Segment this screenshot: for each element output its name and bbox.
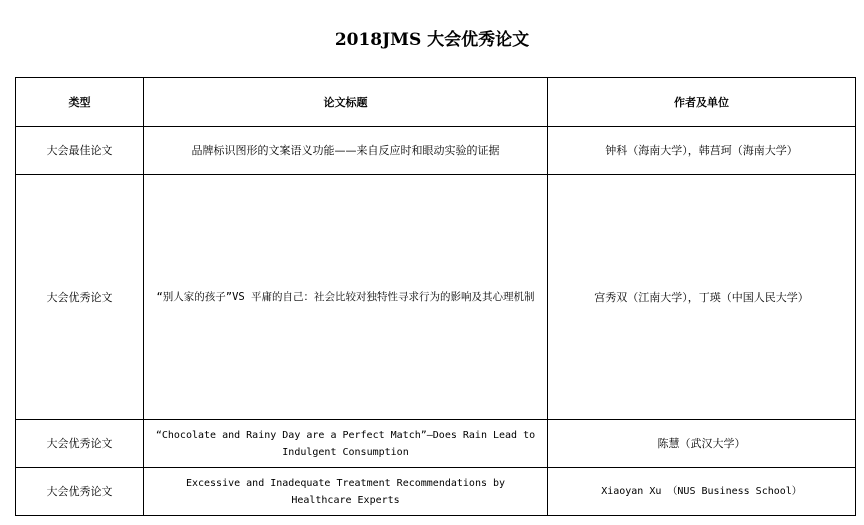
header-type: 类型 xyxy=(16,78,144,127)
table-row xyxy=(16,420,856,468)
header-authors: 作者及单位 xyxy=(548,78,856,127)
table-row xyxy=(16,127,856,175)
cell-type: 大会优秀论文 xyxy=(16,420,144,468)
cell-type: 大会优秀论文 xyxy=(16,468,144,516)
cell-title: Excessive and Inadequate Treatment Recommendations by Healthcare Experts xyxy=(144,468,548,516)
cell-authors: 宫秀双（江南大学），丁瑛（中国人民大学） xyxy=(548,175,856,420)
cell-title: “别人家的孩子”VS 平庸的自己：社会比较对独特性寻求行为的影响及其心理机制 xyxy=(144,175,548,420)
cell-type: 大会优秀论文 xyxy=(16,175,144,420)
table-row xyxy=(16,175,856,420)
table-header-row xyxy=(16,78,856,127)
cell-title: 品牌标识图形的文案语义功能——来自反应时和眼动实验的证据 xyxy=(144,127,548,175)
awards-table xyxy=(15,77,856,516)
cell-type: 大会最佳论文 xyxy=(16,127,144,175)
table-row xyxy=(16,468,856,516)
header-title: 论文标题 xyxy=(144,78,548,127)
cell-authors: Xiaoyan Xu （NUS Business School） xyxy=(548,468,856,516)
cell-title: “Chocolate and Rainy Day are a Perfect Match”—Does Rain Lead to Indulgent Consumption xyxy=(144,420,548,468)
cell-authors: 钟科（海南大学），韩莒珂（海南大学） xyxy=(548,127,856,175)
page-title: 2018JMS 大会优秀论文 xyxy=(334,30,530,50)
cell-authors: 陈慧（武汉大学） xyxy=(548,420,856,468)
